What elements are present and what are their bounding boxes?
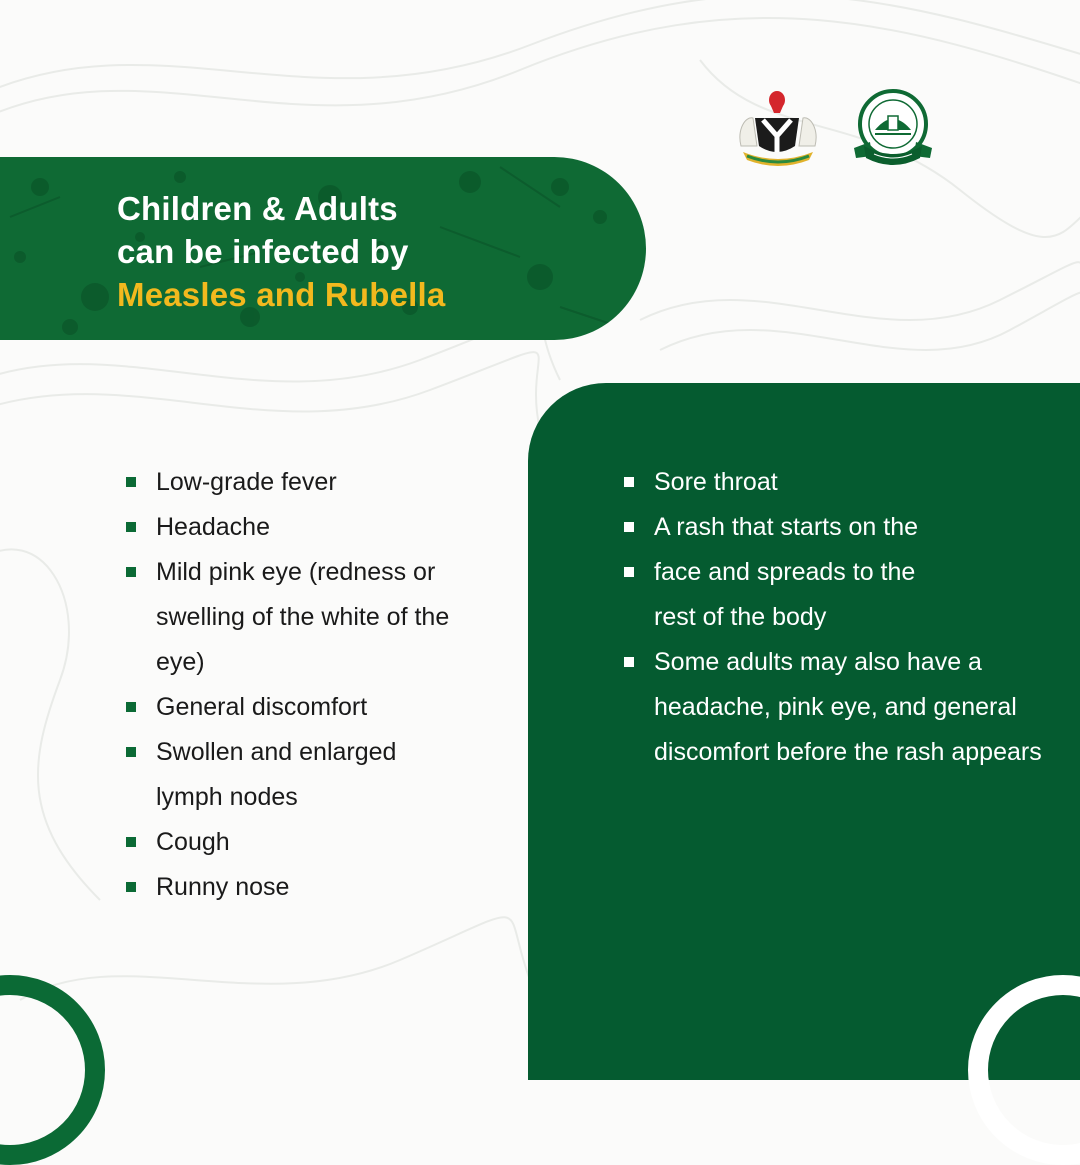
symptom-text: Mild pink eye (redness or swelling of the white of the eye) — [156, 558, 450, 676]
symptom-text: Some adults may also have a headache, pink eye, and general discomfort before the rash appears — [654, 648, 1042, 766]
list-item — [124, 460, 514, 505]
square-bullet-icon — [624, 522, 634, 532]
nphcda-seal-icon — [848, 86, 938, 172]
headline-line-2: can be infected by — [117, 233, 409, 270]
symptom-text: A rash that starts on the — [654, 513, 919, 541]
headline-banner — [0, 157, 646, 340]
square-bullet-icon — [624, 567, 634, 577]
list-item — [124, 685, 514, 730]
symptom-text: Headache — [156, 513, 270, 541]
symptom-list-right — [622, 460, 1042, 775]
square-bullet-icon — [126, 522, 136, 532]
square-bullet-icon — [126, 702, 136, 712]
coat-of-arms-icon — [733, 86, 823, 172]
square-bullet-icon — [624, 477, 634, 487]
list-item — [622, 640, 1044, 775]
symptom-text: General discomfort — [156, 693, 368, 721]
list-item — [124, 505, 514, 550]
list-item — [124, 820, 514, 865]
symptom-text: Sore throat — [654, 468, 778, 496]
symptom-text: Cough — [156, 828, 230, 856]
list-item — [124, 730, 466, 820]
square-bullet-icon — [126, 477, 136, 487]
symptom-text: Low-grade fever — [156, 468, 337, 496]
list-item — [124, 865, 514, 910]
list-item — [622, 505, 1042, 550]
symptom-list-left — [124, 460, 514, 910]
symptom-text: Swollen and enlarged lymph nodes — [156, 738, 397, 811]
agency-seal-logo — [848, 86, 938, 172]
headline — [117, 187, 445, 316]
list-item — [622, 550, 954, 640]
square-bullet-icon — [126, 567, 136, 577]
symptom-text: face and spreads to the rest of the body — [654, 558, 916, 631]
headline-highlight: Measles and Rubella — [117, 276, 446, 313]
list-item — [124, 550, 476, 685]
headline-line-1: Children & Adults — [117, 190, 398, 227]
square-bullet-icon — [126, 837, 136, 847]
square-bullet-icon — [126, 882, 136, 892]
coat-of-arms-logo — [733, 86, 823, 172]
list-item — [622, 460, 1042, 505]
square-bullet-icon — [126, 747, 136, 757]
symptom-text: Runny nose — [156, 873, 290, 901]
square-bullet-icon — [624, 657, 634, 667]
